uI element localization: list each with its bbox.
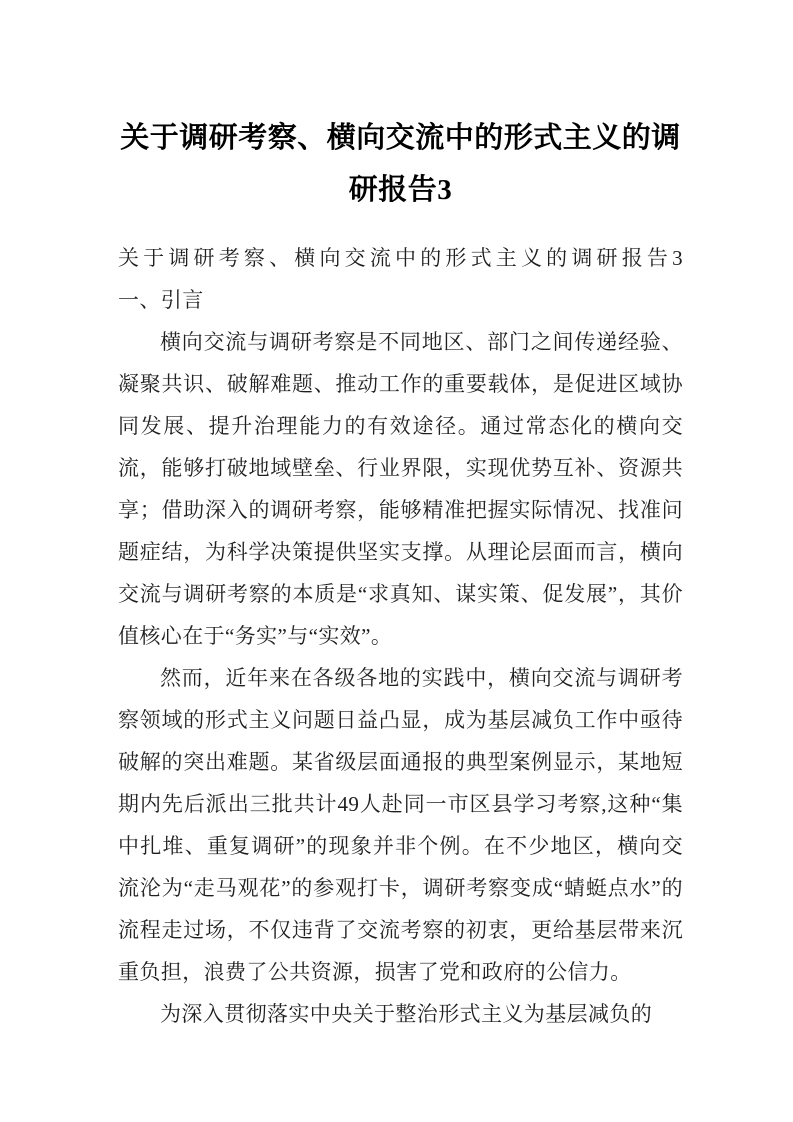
document-title: 关于调研考察、横向交流中的形式主义的调研报告3 bbox=[120, 122, 681, 206]
paragraph-body-2: 然而，近年来在各级各地的实践中，横向交流与调研考察领域的形式主义问题日益凸显，成为基层减负工作中亟待破解的突出难题。某省级层面通报的典型案例显示，某地短期内先后派出三批共计49人赴同一市区县学习考察,这种“集中扎堆、重复调研”的现象并非个例。在不少地区，横向交流沦为“走马观花”的参观打卡，调研考察变成“蜻蜓点水”的流程走过场，不仅违背了交流考察的初衷，更给基层带来沉重负担，浪费了公共资源，损害了党和政府的公信力。 bbox=[118, 666, 683, 984]
paragraph-body-3-truncated: 为深入贯彻落实中央关于整治形式主义为基层减负的 bbox=[160, 1002, 653, 1026]
paragraph-intro-heading: 关于调研考察、横向交流中的形式主义的调研报告3 一、引言 bbox=[118, 246, 726, 312]
paragraph-body-1: 横向交流与调研考察是不同地区、部门之间传递经验、凝聚共识、破解难题、推动工作的重要载体，是促进区域协同发展、提升治理能力的有效途径。通过常态化的横向交流，能够打破地域壁垒、行业界限，实现优势互补、资源共享；借助深入的调研考察，能够精准把握实际情况、找准问题症结，为科学决策提供坚实支撑。从理论层面而言，横向交流与调研考察的本质是“求真知、谋实策、促发展”，其价值核心在于“务实”与“实效”。 bbox=[118, 330, 683, 648]
